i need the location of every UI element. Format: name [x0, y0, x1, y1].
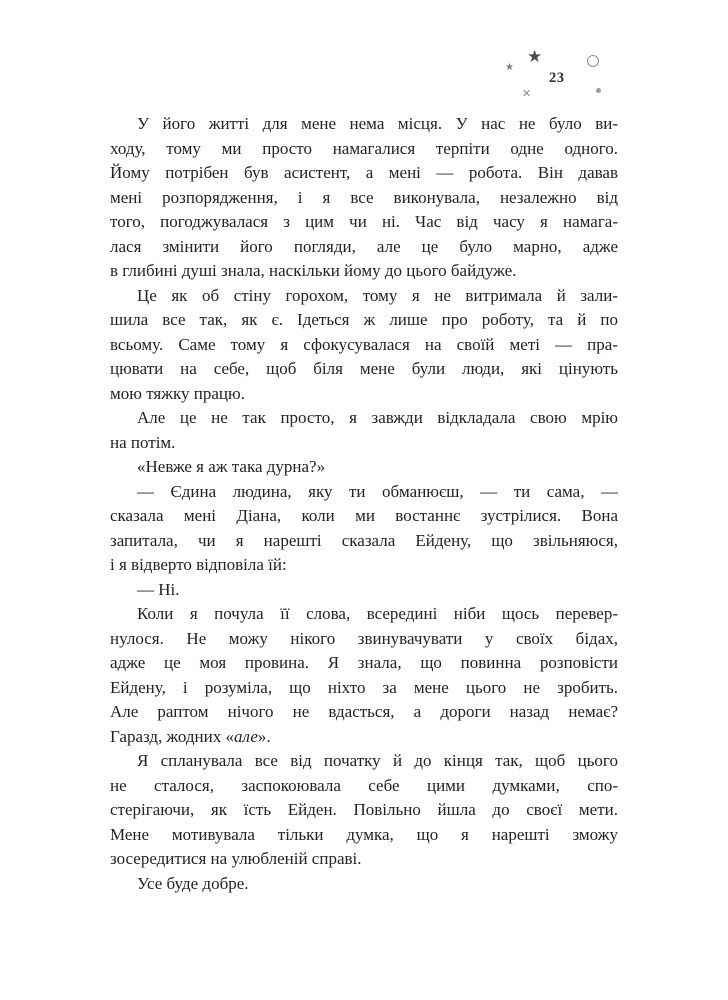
text-line: в глибині душі знала, наскільки йому до цього байдуже.	[110, 261, 517, 280]
text-line: Мене мотивувала тільки думка, що я нарешті зможу	[110, 824, 618, 844]
cross-icon: ✕	[522, 88, 532, 100]
paragraph	[110, 872, 618, 897]
text-line: нулося. Не можу нікого звинувачувати у своїх бідах,	[110, 628, 618, 648]
page-number: 23	[549, 70, 565, 86]
text-line: Усе буде добре.	[137, 873, 249, 893]
paragraph	[110, 578, 618, 603]
paragraph	[110, 406, 618, 455]
text-line: цювати на себе, щоб біля мене були люди, які цінують	[110, 359, 618, 378]
text-line: Але це не так просто, я завжди відкладала свою мрію	[137, 408, 618, 427]
paragraph	[110, 602, 618, 749]
text-line: стерігаючи, як їсть Ейден. Повільно йшла до своєї мети.	[110, 800, 618, 819]
dot-icon	[596, 88, 601, 93]
text-line: Я спланувала все від початку й до кінця так, щоб цього	[137, 751, 618, 770]
paragraph	[110, 284, 618, 407]
star-icon: ★	[527, 47, 543, 66]
text-line: сказала мені Діана, коли ми востаннє зустрілися. Вона	[110, 506, 618, 525]
text-line: мені розпорядження, і я все виконувала, незалежно від	[110, 187, 618, 207]
text-line: адже це моя провина. Я знала, що повинна розповісти	[110, 653, 618, 672]
text-line: Ейдену, і розуміла, що ніхто за мене цього не зробить.	[110, 677, 618, 697]
text-line: зосередитися на улюбленій справі.	[110, 849, 362, 868]
paragraph	[110, 480, 618, 578]
circle-icon	[587, 55, 599, 67]
text-line: шила все так, як є. Ідеться ж лише про роботу, та й по	[110, 310, 618, 329]
text-line: всьому. Саме тому я сфокусувалася на своїй меті — пра-	[110, 334, 618, 354]
text-line: і я відверто відповіла їй:	[110, 555, 287, 574]
text-line: того, погоджувалася з цим чи ні. Час від часу я намага-	[110, 212, 618, 231]
text-line: — Ні.	[137, 579, 180, 599]
text-line: «Невже я аж така дурна?»	[137, 457, 326, 476]
text-line: не сталося, заспокоювала себе цими думками, спо-	[110, 775, 618, 795]
paragraph	[110, 112, 618, 284]
text-line: Йому потрібен був асистент, а мені — робота. Він давав	[110, 163, 618, 182]
text-line: Це як об стіну горохом, тому я не витримала й зали-	[137, 285, 618, 305]
text-line: на потім.	[110, 432, 176, 452]
text-line: Гаразд, жодних «але».	[110, 726, 271, 746]
paragraph	[110, 455, 618, 480]
text-line: Коли я почула її слова, всередині ніби щось перевер-	[137, 604, 618, 623]
text-line: У його житті для мене нема місця. У нас не було ви-	[137, 114, 618, 133]
page-text	[110, 112, 618, 896]
text-line: ходу, тому ми просто намагалися терпіти одне одного.	[110, 138, 618, 158]
text-line: запитала, чи я нарешті сказала Ейдену, що звільняюся,	[110, 530, 618, 550]
text-line: мою тяжку працю.	[110, 383, 245, 403]
paragraph	[110, 749, 618, 872]
text-line: Але раптом нічого не вдасться, а дороги назад немає?	[110, 702, 618, 721]
small-star-icon: ★	[505, 62, 514, 73]
text-line: лася змінити його погляди, але це було марно, адже	[110, 236, 618, 256]
text-line: — Єдина людина, яку ти обманюєш, — ти сама, —	[137, 481, 618, 501]
